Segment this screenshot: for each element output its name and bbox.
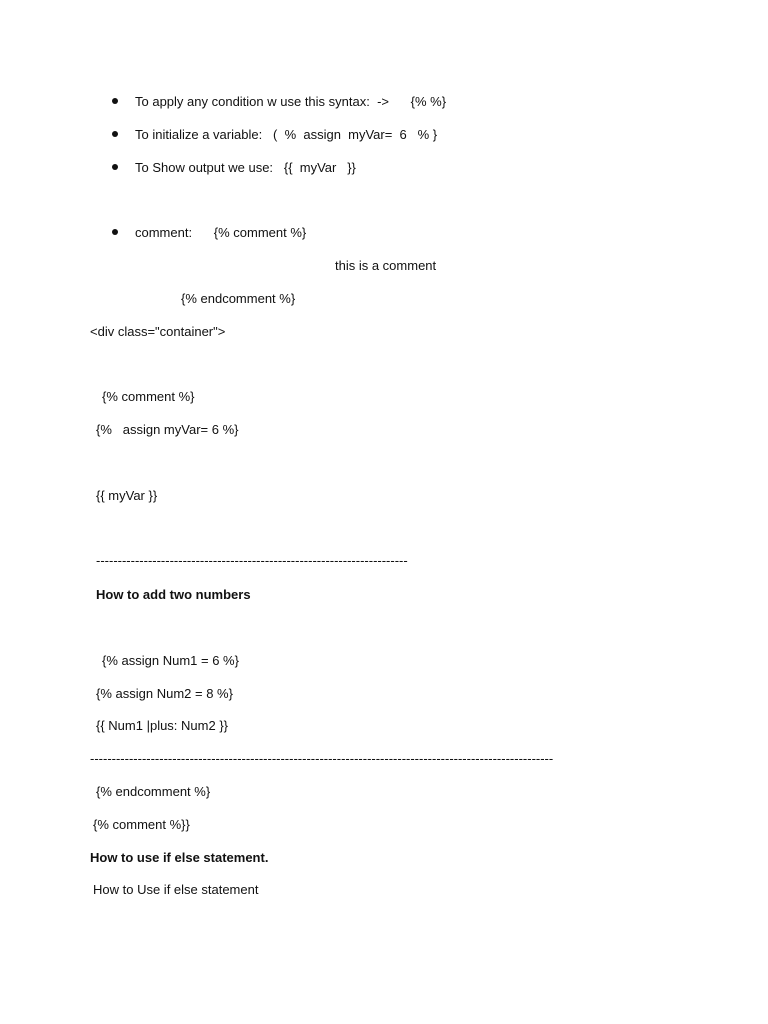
bullet-dot [112,164,118,170]
text-plus-expression: {{ Num1 |plus: Num2 }} [96,718,229,733]
heading-add-two-numbers: How to add two numbers [96,587,251,602]
text-output-myvar: {{ myVar }} [96,488,158,503]
bullet-dot [112,131,118,137]
text-div-container: <div class="container"> [90,324,226,339]
bullet-text-comment: comment: {% comment %} [135,225,307,240]
bullet-dot [112,98,118,104]
bullet-dot [112,229,118,235]
bullet-text-condition: To apply any condition w use this syntax: -> {% %} [135,94,447,109]
bullet-text-initialize: To initialize a variable: ( % assign myVar= 6 % } [135,127,438,142]
text-endcomment: {% endcomment %} [181,291,296,306]
text-comment-open: {% comment %} [102,389,195,404]
text-comment-open: {% comment %}} [93,817,190,832]
bullet-text-output: To Show output we use: {{ myVar }} [135,160,356,175]
text-endcomment: {% endcomment %} [96,784,211,799]
text-assign-num2: {% assign Num2 = 8 %} [96,686,233,701]
text-assign-num1: {% assign Num1 = 6 %} [102,653,239,668]
divider-long: ----------------------------------------------------------------------------------------------------------- [90,751,554,766]
text-assign-myvar: {% assign myVar= 6 %} [96,422,239,437]
text-this-is-comment: this is a comment [335,258,437,273]
text-use-if-else: How to Use if else statement [93,882,259,897]
divider-short: ------------------------------------------------------------------------ [96,553,408,568]
heading-if-else: How to use if else statement. [90,850,269,865]
